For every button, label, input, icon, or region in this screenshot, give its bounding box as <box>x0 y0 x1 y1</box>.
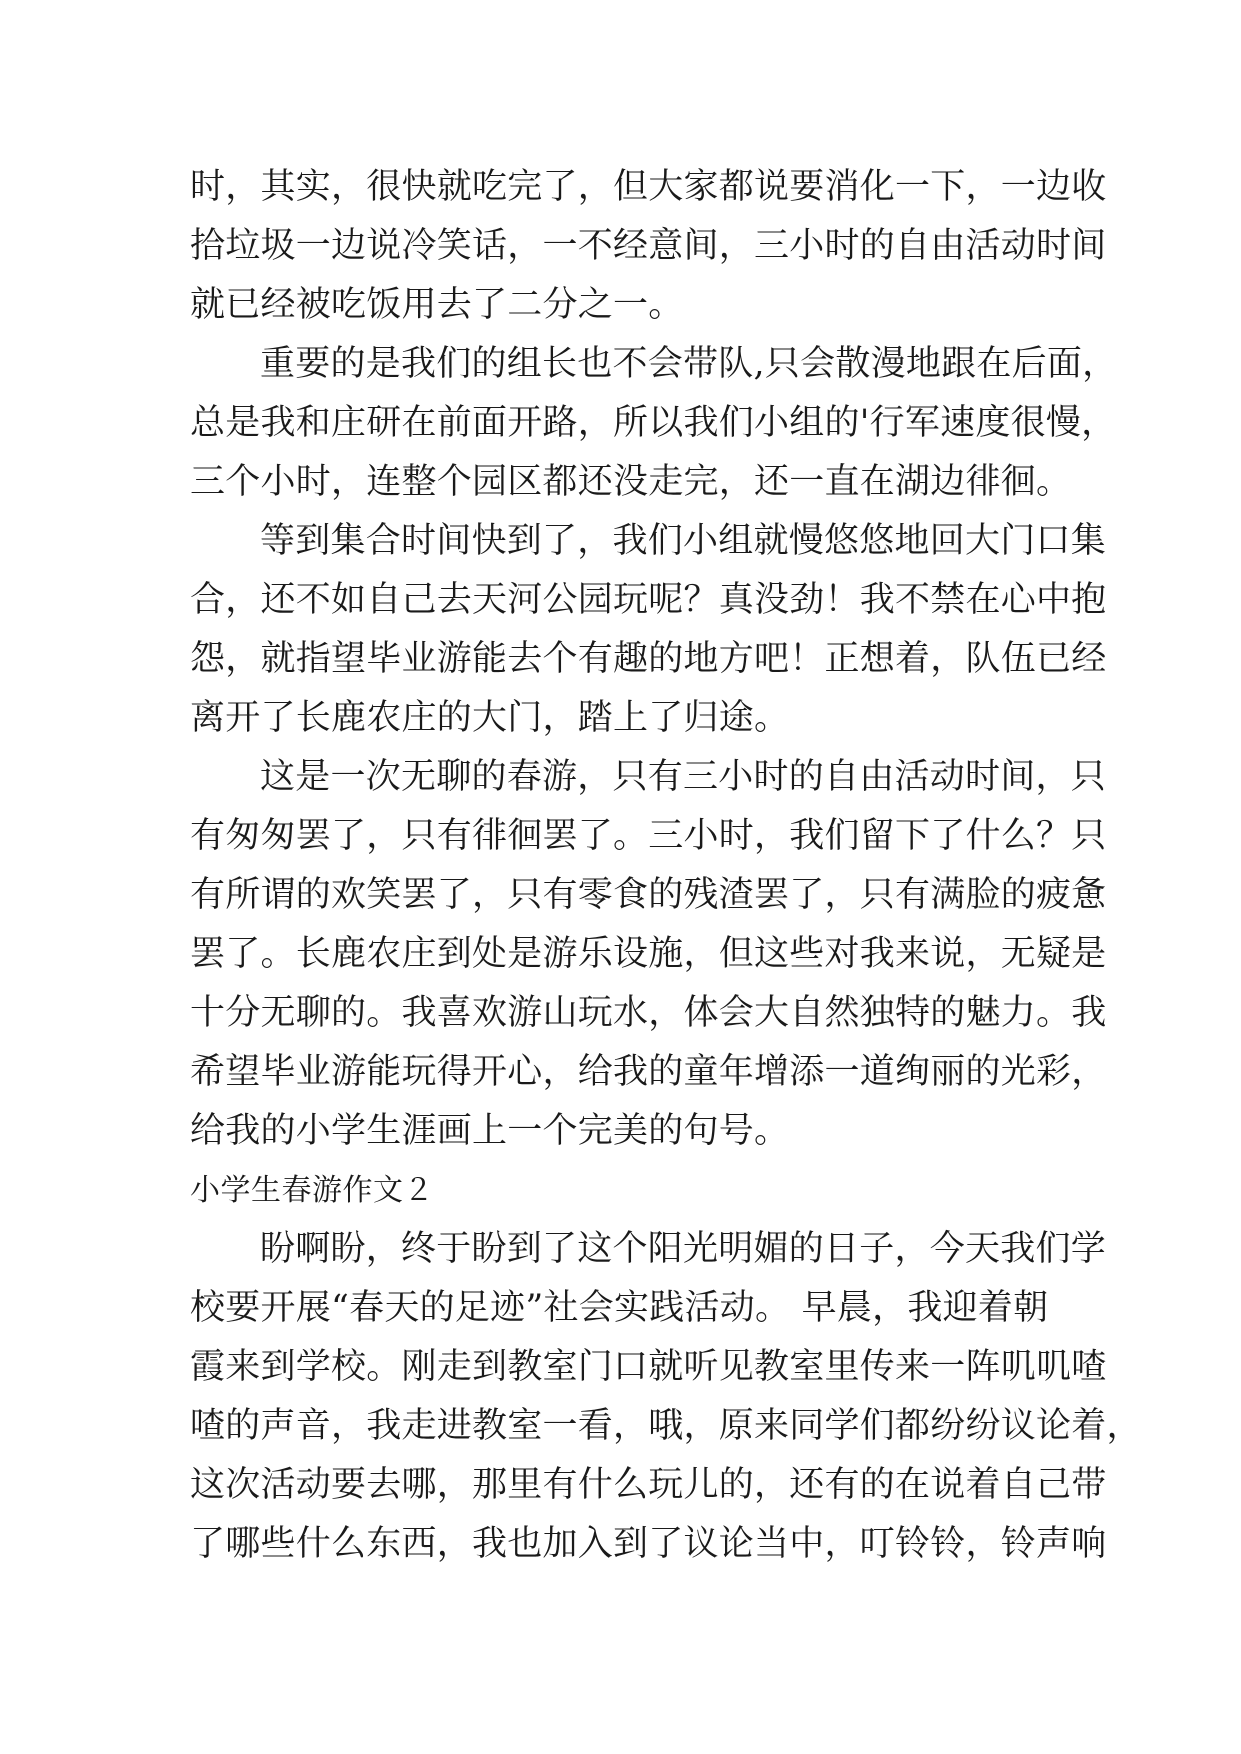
text-line: 十分无聊的。我喜欢游山玩水，体会大自然独特的魅力。我 <box>190 993 1107 1033</box>
text-line: 总是我和庄研在前面开路，所以我们小组的'行军速度很慢， <box>190 403 1117 443</box>
text-line: 时，其实，很快就吃完了，但大家都说要消化一下，一边收 <box>190 167 1107 207</box>
text-line: 重要的是我们的组长也不会带队,只会散漫地跟在后面， <box>260 344 1118 384</box>
text-line: 罢了。长鹿农庄到处是游乐设施，但这些对我来说，无疑是 <box>190 934 1107 974</box>
text-line: 了哪些什么东西，我也加入到了议论当中，叮铃铃，铃声响 <box>190 1524 1107 1564</box>
text-line: 这是一次无聊的春游，只有三小时的自由活动时间，只 <box>260 757 1107 797</box>
text-line: 合，还不如自己去天河公园玩呢？真没劲！我不禁在心中抱 <box>190 580 1107 620</box>
text-line: 有所谓的欢笑罢了，只有零食的残渣罢了，只有满脸的疲惫 <box>190 875 1107 915</box>
text-line: 霞来到学校。刚走到教室门口就听见教室里传来一阵叽叽喳 <box>190 1347 1107 1387</box>
text-line: 校要开展“春天的足迹”社会实践活动。 早晨，我迎着朝 <box>190 1288 1049 1328</box>
paragraph-continued <box>190 158 1107 335</box>
text-line: 喳的声音，我走进教室一看，哦，原来同学们都纷纷议论着， <box>190 1406 1142 1446</box>
text-line: 这次活动要去哪，那里有什么玩儿的，还有的在说着自己带 <box>190 1465 1107 1505</box>
text-line: 有匆匆罢了，只有徘徊罢了。三小时，我们留下了什么？只 <box>190 816 1107 856</box>
paragraph <box>190 1220 1142 1574</box>
paragraph <box>190 335 1118 512</box>
essay-body <box>190 158 1142 1574</box>
text-line: 希望毕业游能玩得开心，给我的童年增添一道绚丽的光彩， <box>190 1052 1107 1092</box>
text-line: 怨，就指望毕业游能去个有趣的地方吧！正想着，队伍已经 <box>190 639 1107 679</box>
paragraph <box>190 748 1107 1161</box>
section-title: 小学生春游作文２ <box>190 1173 434 1208</box>
text-line: 等到集合时间快到了，我们小组就慢悠悠地回大门口集 <box>260 521 1107 561</box>
text-line: 三个小时，连整个园区都还没走完，还一直在湖边徘徊。 <box>190 462 1072 502</box>
text-line: 就已经被吃饭用去了二分之一。 <box>190 285 684 325</box>
text-line: 给我的小学生涯画上一个完美的句号。 <box>190 1111 790 1151</box>
paragraph <box>190 512 1107 748</box>
text-line: 盼啊盼，终于盼到了这个阳光明媚的日子，今天我们学 <box>260 1229 1107 1269</box>
text-line: 拾垃圾一边说冷笑话，一不经意间，三小时的自由活动时间 <box>190 226 1107 266</box>
text-line: 离开了长鹿农庄的大门，踏上了归途。 <box>190 698 790 738</box>
